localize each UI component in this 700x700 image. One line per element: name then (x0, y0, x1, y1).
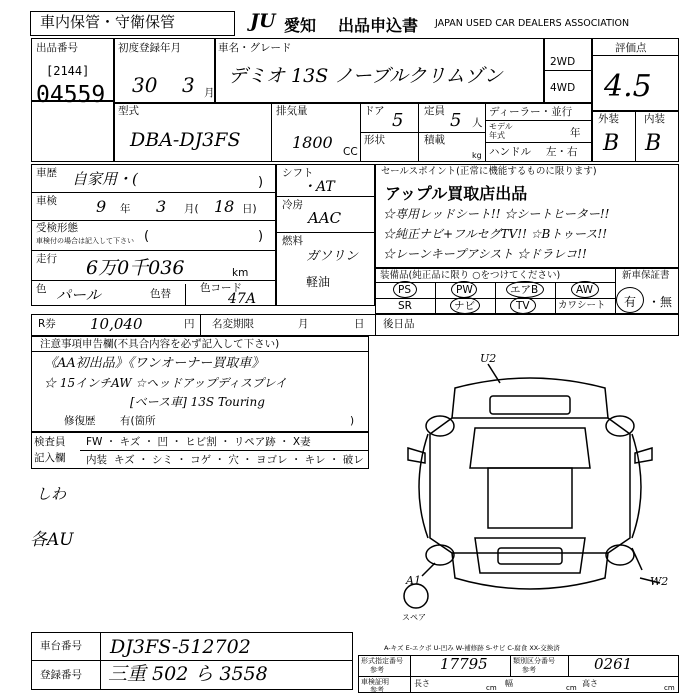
inspection-form-label: 受検形態 (36, 222, 78, 234)
circle-airbag (506, 281, 544, 298)
class-number-label: 類別区分番号 (513, 657, 555, 665)
plate-label: 登録番号 (40, 669, 82, 681)
circle-ps (393, 281, 417, 298)
equipment-leather-seat: カワシート (558, 300, 606, 311)
storage-label: 車内保管・守衛保管 (40, 13, 176, 31)
sales-points-label: セールスポイント(正常に機能するものに限ります) (381, 166, 597, 177)
notes-line-2: ☆ 15インチAW ☆ヘッドアップディスプレイ (44, 376, 287, 390)
shift-value: ・AT (302, 179, 335, 195)
fuel-gasoline: ガソリン (306, 249, 359, 264)
rename-day-unit: 日 (354, 318, 365, 330)
equipment-sr: SR (398, 300, 412, 312)
car-name-value: デミオ 13S ノーブルクリムゾン (228, 65, 503, 87)
warranty-yes-circle (616, 287, 644, 313)
history-close: ) (258, 175, 264, 190)
inspection-day: 18 (214, 197, 235, 216)
inspector-label: 検査員 (34, 436, 66, 448)
doors-label: ドア (364, 105, 385, 117)
rename-month-unit: 月 (298, 318, 309, 330)
repair-label: 修復歴 (64, 415, 96, 427)
lot-label: 出品番号 (36, 42, 78, 54)
warranty-label: 新車保証書 (622, 270, 670, 281)
recycle-value: 10,040 (90, 315, 143, 333)
fuel-diesel: 軽油 (306, 275, 331, 289)
mileage-label: 走行 (36, 253, 57, 265)
notes-line-1: 《AA初出品》《ワンオーナー買取車》 (44, 356, 265, 371)
notes-label: 注意事項申告欄(不具合内容を必ず記入して下さい) (40, 338, 280, 350)
cert-length: 長さ (414, 679, 430, 688)
interior-grade: B (645, 131, 662, 156)
model-value: DBA-DJ3FS (130, 129, 241, 151)
inspection-day-unit: 日) (242, 203, 257, 215)
capacity-label: 定員 (424, 105, 445, 117)
spare-label: スペア (402, 613, 426, 622)
doors-value: 5 (392, 110, 404, 131)
inspector-entry-label: 記入欄 (34, 452, 66, 464)
interior-label: 内装 (644, 113, 665, 125)
evaluation-score: 4.5 (604, 69, 652, 104)
recycle-label: R券 (38, 318, 56, 330)
shift-label: シフト (282, 167, 314, 179)
history-value: 自家用・( (72, 170, 138, 188)
history-label: 車歴 (36, 167, 57, 179)
color-value: パール (56, 286, 101, 304)
exterior-label: 外装 (598, 113, 619, 125)
inspector-int-row: キズ ・ シミ ・ コゲ ・ 穴 ・ ヨゴレ ・ キレ ・ 破レ (114, 454, 364, 466)
circle-aw (571, 281, 599, 298)
inspection-form-open: ( (144, 229, 150, 244)
cert-cm-3: cm (664, 684, 675, 692)
sales-points-title: アップル買取店出品 (385, 184, 528, 203)
handle-label: ハンドル (489, 146, 531, 158)
inspection-year-unit: 年 (120, 203, 131, 215)
inspection-month-unit: 月( (184, 203, 199, 215)
chassis-label: 車台番号 (40, 640, 82, 652)
displacement-label: 排気量 (276, 105, 308, 117)
evaluation-label: 評価点 (615, 42, 647, 54)
damage-w2: W2 (650, 575, 669, 588)
dealer-label: ディーラー・並行 (489, 106, 573, 118)
shape-label: 形状 (364, 134, 385, 146)
registration-label: 初度登録年月 (118, 42, 181, 54)
aircon-value: AAC (308, 209, 342, 227)
car-name-label: 車名・グレード (218, 42, 292, 54)
damage-a1: A1 (406, 574, 421, 587)
mileage-value: 6万0千036 (86, 257, 185, 279)
exterior-grade: B (603, 131, 620, 156)
cert-width: 幅 (505, 679, 513, 688)
warranty-yes: 有 (624, 295, 637, 309)
assoc-name: JAPAN USED CAR DEALERS ASSOCIATION (435, 18, 630, 29)
lot-number: 04559 (36, 82, 106, 108)
doc-title: 出品申込書 (338, 16, 419, 35)
circle-tv (510, 297, 536, 314)
cert-height: 高さ (582, 679, 598, 688)
type-number-ref: 参考 (370, 666, 384, 674)
color-change-label: 色替 (150, 288, 171, 300)
class-number-ref: 参考 (522, 666, 536, 674)
fuel-label: 燃料 (282, 235, 303, 247)
model-label: 型式 (118, 105, 139, 117)
mileage-unit: km (232, 267, 249, 279)
plate-value: 三重 502 ら 3558 (108, 663, 268, 685)
inspection-form-note: 車検付の場合は記入して下さい (36, 237, 134, 245)
cert-label: 車検証明 (361, 678, 389, 686)
equipment-pw: PW (456, 284, 473, 296)
aircon-label: 冷房 (282, 199, 303, 211)
capacity-value: 5 (450, 110, 462, 131)
color-code-label: 色コード (200, 282, 242, 294)
handle-lr: 左・右 (546, 146, 578, 158)
load-label: 積載 (424, 134, 445, 146)
registration-month-unit: 月 (204, 87, 215, 99)
cert-ref: 参考 (370, 686, 384, 694)
inspection-form-close: ) (258, 229, 264, 244)
inspection-month: 3 (156, 197, 167, 216)
model-year-label: モデル (489, 122, 513, 131)
inspector-fw-row: FW ・ キズ ・ 凹 ・ ヒビ割 ・ リペア跡 ・ X妻 (86, 436, 311, 448)
sales-point-line-3: ☆レーンキープアシスト ☆ドラレコ!! (383, 247, 587, 261)
inspection-label: 車検 (36, 195, 57, 207)
cert-cm-2: cm (566, 684, 577, 692)
repair-tail: 有(箇所 (120, 415, 156, 427)
warranty-no: ・無 (648, 295, 673, 309)
equipment-tv: TV (516, 300, 530, 312)
circle-pw (451, 281, 477, 298)
chassis-value: DJ3FS-512702 (110, 636, 251, 658)
handwritten-note-1: しわ (36, 485, 67, 503)
sales-point-line-1: ☆専用レッドシート!! ☆シートヒーター!! (383, 207, 610, 221)
car-damage-diagram (380, 338, 680, 628)
top-table (31, 38, 679, 162)
damage-legend: A-キズ E-エクボ U-凹み W-補修跡 S-サビ C-腐食 XX-交換済 (384, 644, 560, 652)
year-label: 年式 (489, 131, 505, 140)
registration-month: 3 (182, 73, 195, 97)
damage-u2: U2 (480, 352, 497, 365)
lot-bracket-number: [2144] (46, 64, 90, 78)
back-items-label: 後日品 (383, 318, 415, 330)
org-name: 愛知 (284, 16, 317, 35)
equipment-aw: AW (576, 284, 593, 296)
drive-2wd: 2WD (550, 56, 576, 68)
class-number-value: 0261 (594, 655, 633, 673)
displacement-value: 1800 (292, 133, 333, 152)
rename-label: 名変期限 (212, 318, 254, 330)
registration-year: 30 (132, 73, 158, 97)
notes-line-3: [ベース車] 13S Touring (130, 395, 265, 409)
drive-4wd: 4WD (550, 82, 576, 94)
equipment-label: 装備品(純正品に限り ○をつけてください) (380, 270, 561, 281)
type-number-value: 17795 (440, 655, 488, 673)
displacement-unit: CC (343, 146, 358, 158)
equipment-ps: PS (398, 284, 411, 296)
ju-logo: JU (250, 10, 276, 32)
recycle-unit: 円 (184, 318, 195, 330)
equipment-airbag: エアB (510, 284, 539, 296)
inspection-year: 9 (96, 197, 107, 216)
handwritten-note-2: 各AU (30, 530, 74, 550)
equipment-navi: ナビ (454, 300, 475, 312)
color-code-value: 47A (228, 291, 256, 307)
cert-cm-1: cm (486, 684, 497, 692)
sales-point-line-2: ☆純正ナビ+フルセグTV!! ☆Bトゥース!! (383, 227, 608, 241)
load-unit: kg (472, 151, 482, 160)
type-number-label: 形式指定番号 (361, 657, 403, 665)
repair-close: ) (350, 415, 355, 427)
color-label: 色 (36, 283, 47, 295)
circle-navi (450, 297, 480, 314)
capacity-unit: 人 (472, 117, 483, 129)
inspector-int-label: 内装 (86, 454, 107, 466)
model-year-unit: 年 (570, 127, 581, 139)
